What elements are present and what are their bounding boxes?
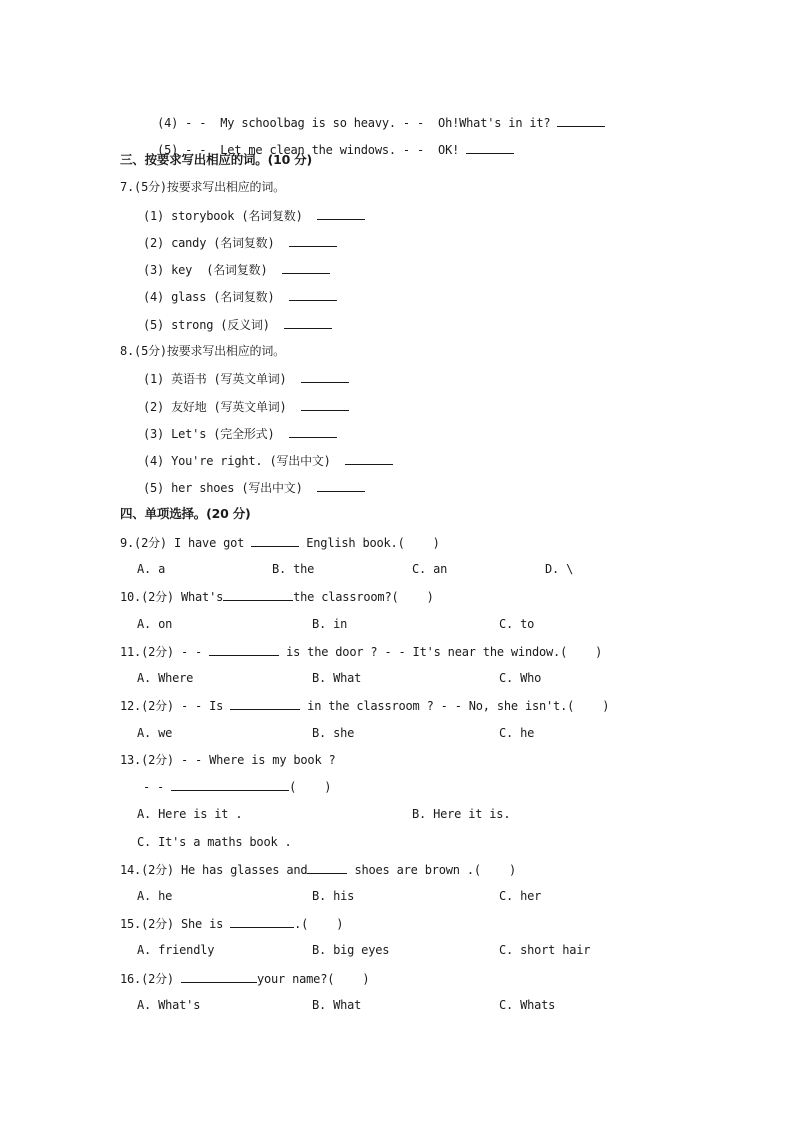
answer-blank[interactable] [209, 643, 279, 656]
answer-blank[interactable] [289, 425, 337, 438]
q10-option-a[interactable]: A. on [137, 617, 173, 631]
q14-option-a[interactable]: A. he [137, 889, 173, 903]
question-7-item-5: (5) strong (反义词) [143, 316, 332, 333]
q9-option-b[interactable]: B. the [272, 562, 315, 576]
section-3-heading: 三、按要求写出相应的词。(10 分) [120, 152, 313, 167]
q9-option-d[interactable]: D. \ [545, 562, 574, 576]
answer-blank[interactable] [289, 288, 337, 301]
q9-option-a[interactable]: A. a [137, 562, 166, 576]
answer-blank[interactable] [345, 452, 393, 465]
q11-option-b[interactable]: B. What [312, 671, 362, 685]
answer-blank[interactable] [251, 534, 299, 547]
q15-option-a[interactable]: A. friendly [137, 943, 215, 957]
question-12: 12.(2分) - - Is in the classroom ? - - No, she isn't.( ) [120, 699, 610, 713]
answer-blank[interactable] [557, 114, 605, 127]
question-7-prompt: 7.(5分)按要求写出相应的词。 [120, 180, 285, 194]
q11-option-a[interactable]: A. Where [137, 671, 194, 685]
q15-option-c[interactable]: C. short hair [499, 943, 591, 957]
question-5-text: (5) - - Let me clean the windows. - - OK! [157, 143, 460, 157]
q14-option-c[interactable]: C. her [499, 889, 542, 903]
answer-blank[interactable] [230, 915, 294, 928]
q13-option-b[interactable]: B. Here it is. [412, 807, 511, 821]
question-7-item-4: (4) glass (名词复数) [143, 288, 337, 305]
question-8-item-5: (5) her shoes (写出中文) [143, 479, 365, 496]
question-8-item-2: (2) 友好地 (写英文单词) [143, 398, 349, 415]
q10-option-c[interactable]: C. to [499, 617, 535, 631]
q12-option-c[interactable]: C. he [499, 726, 535, 740]
question-13: 13.(2分) - - Where is my book ? [120, 753, 336, 767]
question-16: 16.(2分) your name?( ) [120, 972, 370, 986]
q16-option-c[interactable]: C. Whats [499, 998, 556, 1012]
q9-option-c[interactable]: C. an [412, 562, 448, 576]
q15-option-b[interactable]: B. big eyes [312, 943, 390, 957]
q12-option-a[interactable]: A. we [137, 726, 173, 740]
answer-blank[interactable] [181, 970, 257, 983]
q16-option-a[interactable]: A. What's [137, 998, 201, 1012]
q14-option-b[interactable]: B. his [312, 889, 355, 903]
question-7-item-2: (2) candy (名词复数) [143, 234, 337, 251]
q12-option-b[interactable]: B. she [312, 726, 355, 740]
question-10: 10.(2分) What's the classroom?( ) [120, 590, 434, 604]
q13-option-a[interactable]: A. Here is it . [137, 807, 243, 821]
answer-blank[interactable] [317, 207, 365, 220]
question-14: 14.(2分) He has glasses and shoes are brown .( ) [120, 863, 517, 877]
q13-option-c[interactable]: C. It's a maths book . [137, 835, 292, 849]
answer-blank[interactable] [171, 778, 289, 791]
answer-blank[interactable] [289, 234, 337, 247]
answer-blank[interactable] [301, 398, 349, 411]
question-8-prompt: 8.(5分)按要求写出相应的词。 [120, 344, 285, 358]
answer-blank[interactable] [301, 370, 349, 383]
q11-option-c[interactable]: C. Who [499, 671, 542, 685]
answer-blank[interactable] [307, 861, 347, 874]
question-8-item-1: (1) 英语书 (写英文单词) [143, 370, 349, 387]
question-8-item-3: (3) Let's (完全形式) [143, 425, 337, 442]
question-11: 11.(2分) - - is the door ? - - It's near the window.( ) [120, 645, 603, 659]
answer-blank[interactable] [466, 141, 514, 154]
answer-blank[interactable] [282, 261, 330, 274]
q10-option-b[interactable]: B. in [312, 617, 348, 631]
answer-blank[interactable] [223, 588, 293, 601]
question-7-item-3: (3) key (名词复数) [143, 261, 330, 278]
question-7-item-1: (1) storybook (名词复数) [143, 207, 365, 224]
question-15: 15.(2分) She is .( ) [120, 917, 344, 931]
q16-option-b[interactable]: B. What [312, 998, 362, 1012]
answer-blank[interactable] [317, 479, 365, 492]
question-13-response: - - ( ) [143, 780, 332, 794]
answer-blank[interactable] [284, 316, 332, 329]
answer-blank[interactable] [230, 697, 300, 710]
question-8-item-4: (4) You're right. (写出中文) [143, 452, 393, 469]
question-4-text: (4) - - My schoolbag is so heavy. - - Oh!What's in it? [157, 116, 551, 130]
section-4-heading: 四、单项选择。(20 分) [120, 506, 251, 521]
question-9: 9.(2分) I have got English book.( ) [120, 536, 440, 550]
